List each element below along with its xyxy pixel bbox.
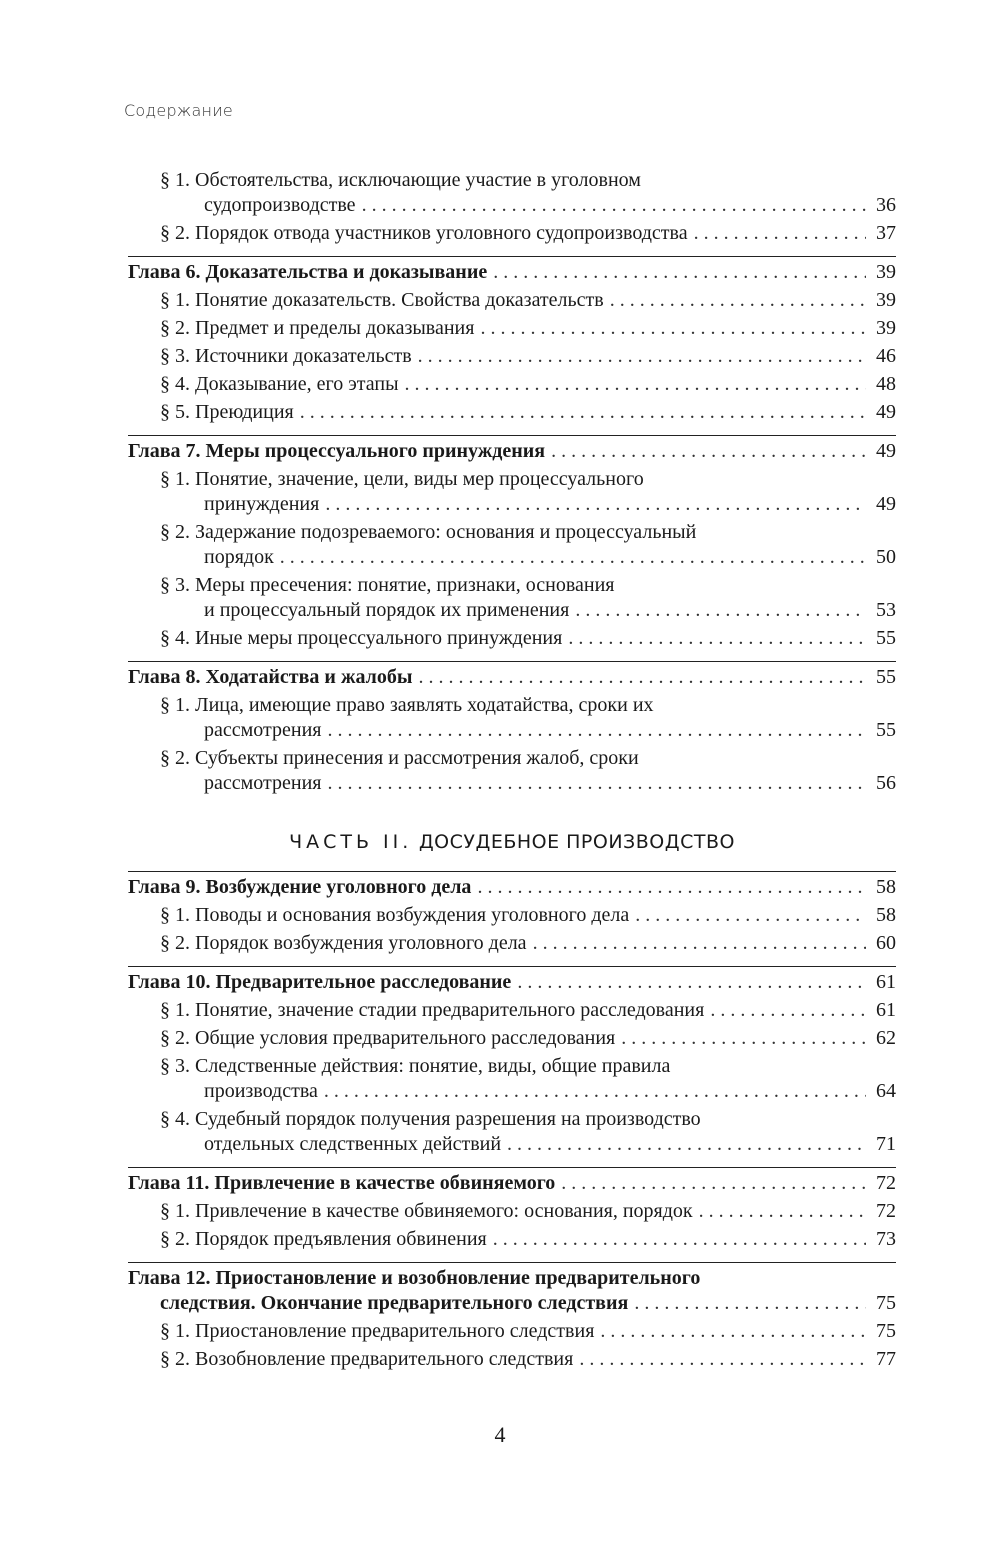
toc-section-title-line2: и процессуальный порядок их применения (204, 599, 570, 621)
dot-leader (634, 1291, 866, 1316)
toc-section-title-line1: § 3. Меры пресечения: понятие, признаки, основания (160, 574, 615, 596)
toc-section-title-line2: отдельных следственных действий (204, 1133, 502, 1155)
toc-section[interactable] (128, 626, 896, 651)
toc-chapter-title: Глава 11. Привлечение в качестве обвиняемого (128, 1172, 556, 1194)
toc-page-number: 39 (876, 261, 896, 283)
toc-section[interactable] (128, 573, 896, 623)
toc-section-title-line2: рассмотрения (204, 772, 322, 794)
toc-page-number: 77 (876, 1348, 896, 1370)
dot-leader (694, 221, 866, 246)
dot-leader (477, 875, 866, 900)
toc-section-title: § 3. Источники доказательств (160, 345, 412, 367)
dot-leader (621, 1026, 866, 1051)
toc-page-number: 62 (876, 1027, 896, 1049)
dot-leader (533, 931, 866, 956)
toc-page-number: 58 (876, 904, 896, 926)
toc-section-title: § 1. Понятие доказательств. Свойства доказательств (160, 289, 604, 311)
toc-section-title: § 1. Приостановление предварительного следствия (160, 1320, 595, 1342)
dot-leader (418, 665, 866, 690)
dot-leader (600, 1319, 866, 1344)
toc-section-title: § 2. Порядок предъявления обвинения (160, 1228, 487, 1250)
toc-chapter-title-entry[interactable] (128, 1266, 896, 1316)
toc-section[interactable] (128, 221, 896, 246)
toc-page-number: 55 (876, 719, 896, 741)
toc-section[interactable] (128, 1227, 896, 1252)
toc-section-title: § 1. Привлечение в качестве обвиняемого: основания, порядок (160, 1200, 693, 1222)
dot-leader (418, 344, 866, 369)
toc-chapter-title-entry[interactable] (128, 439, 896, 464)
dot-leader (575, 598, 866, 623)
toc-chapter-5-continuation (128, 168, 896, 246)
dot-leader (362, 193, 866, 218)
toc-section[interactable] (128, 316, 896, 341)
toc-chapter-title-entry[interactable] (128, 875, 896, 900)
toc-page-number: 49 (876, 401, 896, 423)
dot-leader (710, 998, 866, 1023)
toc-section[interactable] (128, 746, 896, 796)
toc-page-number: 61 (876, 999, 896, 1021)
dot-leader (517, 970, 866, 995)
toc-section[interactable] (128, 931, 896, 956)
toc-page-number: 36 (876, 194, 896, 216)
toc-section-title: § 4. Иные меры процессуального принуждения (160, 627, 563, 649)
toc-page-number: 56 (876, 772, 896, 794)
toc-page-number: 60 (876, 932, 896, 954)
toc-page-number: 73 (876, 1228, 896, 1250)
dot-leader (551, 439, 866, 464)
toc-section[interactable] (128, 998, 896, 1023)
toc-section-title: § 1. Поводы и основания возбуждения уголовного дела (160, 904, 630, 926)
toc-section[interactable] (128, 400, 896, 425)
toc-section-title-line2: судопроизводстве (204, 194, 356, 216)
toc-page-number: 49 (876, 440, 896, 462)
toc-chapter-title: Глава 6. Доказательства и доказывание (128, 261, 488, 283)
dot-leader (405, 372, 866, 397)
toc-section-title-line2: производства (204, 1080, 318, 1102)
toc-page-number: 72 (876, 1200, 896, 1222)
toc-section-title-line1: § 1. Лица, имеющие право заявлять ходатайства, сроки их (160, 694, 654, 716)
toc-section-title-line1: § 4. Судебный порядок получения разрешения на производство (160, 1108, 701, 1130)
toc-section-title: § 2. Возобновление предварительного следствия (160, 1348, 574, 1370)
toc-section-title: § 2. Порядок отвода участников уголовного судопроизводства (160, 222, 688, 244)
toc-chapter-title-entry[interactable] (128, 665, 896, 690)
toc-chapter-title-entry[interactable] (128, 1171, 896, 1196)
toc-section[interactable] (128, 1319, 896, 1344)
toc-chapter-title: Глава 7. Меры процессуального принуждения (128, 440, 546, 462)
toc-page-number: 39 (876, 289, 896, 311)
toc-page-number: 64 (876, 1080, 896, 1102)
toc-section[interactable] (128, 288, 896, 313)
toc-section[interactable] (128, 693, 896, 743)
toc-section-title-line1: § 1. Обстоятельства, исключающие участие в уголовном (160, 169, 641, 191)
part-heading-title: ДОСУДЕБНОЕ ПРОИЗВОДСТВО (418, 831, 735, 853)
toc-section[interactable] (128, 168, 896, 218)
toc-section-title-line2: принуждения (204, 493, 320, 515)
toc-page-number: 71 (876, 1133, 896, 1155)
toc-section-title: § 2. Общие условия предварительного расследования (160, 1027, 616, 1049)
toc-chapter-title-line2: следствия. Окончание предварительного следствия (160, 1292, 629, 1314)
dot-leader (324, 1079, 866, 1104)
dot-leader (568, 626, 866, 651)
toc-chapter-title: Глава 10. Предварительное расследование (128, 971, 512, 993)
toc-chapter-title-entry[interactable] (128, 970, 896, 995)
part-heading (128, 830, 896, 855)
toc-page-number: 61 (876, 971, 896, 993)
toc-section-title: § 5. Преюдиция (160, 401, 294, 423)
toc-section-title-line2: рассмотрения (204, 719, 322, 741)
page-number: 4 (494, 1422, 506, 1447)
dot-leader (561, 1171, 866, 1196)
toc-page-number: 53 (876, 599, 896, 621)
toc-page-number: 75 (876, 1292, 896, 1314)
toc-section-title-line2: порядок (204, 546, 274, 568)
toc-section[interactable] (128, 520, 896, 570)
toc-page-number: 37 (876, 222, 896, 244)
dot-leader (635, 903, 866, 928)
toc-section[interactable] (128, 1347, 896, 1372)
toc-chapter-12 (128, 1262, 896, 1372)
toc-section[interactable] (128, 903, 896, 928)
toc-chapter-9 (128, 871, 896, 956)
dot-leader (325, 492, 866, 517)
running-head: Содержание (124, 101, 233, 120)
toc-section-title: § 4. Доказывание, его этапы (160, 373, 399, 395)
toc-section-title: § 2. Порядок возбуждения уголовного дела (160, 932, 527, 954)
toc-chapter-title: Глава 8. Ходатайства и жалобы (128, 666, 413, 688)
toc-section-title: § 2. Предмет и пределы доказывания (160, 317, 475, 339)
toc-chapter-10 (128, 966, 896, 1157)
toc-chapter-7 (128, 435, 896, 651)
part-heading-prefix: ЧАСТЬ II. (289, 831, 413, 853)
dot-leader (280, 545, 866, 570)
dot-leader (579, 1347, 866, 1372)
dot-leader (328, 771, 867, 796)
toc-page-number: 50 (876, 546, 896, 568)
toc-section[interactable] (128, 1107, 896, 1157)
toc-section[interactable] (128, 344, 896, 369)
toc-section[interactable] (128, 372, 896, 397)
toc-page-number: 55 (876, 666, 896, 688)
toc-page-number: 39 (876, 317, 896, 339)
toc-chapter-6 (128, 256, 896, 425)
dot-leader (699, 1199, 866, 1224)
dot-leader (328, 718, 867, 743)
toc-chapter-title: Глава 9. Возбуждение уголовного дела (128, 876, 472, 898)
dot-leader (300, 400, 866, 425)
toc-section-title-line1: § 2. Субъекты принесения и рассмотрения жалоб, сроки (160, 747, 639, 769)
toc-page-number: 58 (876, 876, 896, 898)
toc-page-number: 72 (876, 1172, 896, 1194)
toc-chapter-11 (128, 1167, 896, 1252)
dot-leader (480, 316, 866, 341)
toc-section[interactable] (128, 1199, 896, 1224)
table-of-contents (128, 165, 896, 1372)
toc-page-number: 48 (876, 373, 896, 395)
toc-page-number: 55 (876, 627, 896, 649)
toc-chapter-title-entry[interactable] (128, 260, 896, 285)
dot-leader (507, 1132, 866, 1157)
toc-section[interactable] (128, 1026, 896, 1051)
toc-section-title: § 1. Понятие, значение стадии предварительного расследования (160, 999, 705, 1021)
toc-page-number: 75 (876, 1320, 896, 1342)
dot-leader (610, 288, 866, 313)
dot-leader (493, 260, 866, 285)
toc-page-number: 49 (876, 493, 896, 515)
toc-chapter-8 (128, 661, 896, 796)
toc-page-number: 46 (876, 345, 896, 367)
toc-section[interactable] (128, 1054, 896, 1104)
toc-chapter-title-line1: Глава 12. Приостановление и возобновление предварительного (128, 1267, 701, 1289)
toc-section-title-line1: § 3. Следственные действия: понятие, виды, общие правила (160, 1055, 671, 1077)
toc-section[interactable] (128, 467, 896, 517)
toc-section-title-line1: § 2. Задержание подозреваемого: основания и процессуальный (160, 521, 697, 543)
dot-leader (493, 1227, 866, 1252)
toc-section-title-line1: § 1. Понятие, значение, цели, виды мер процессуального (160, 468, 644, 490)
